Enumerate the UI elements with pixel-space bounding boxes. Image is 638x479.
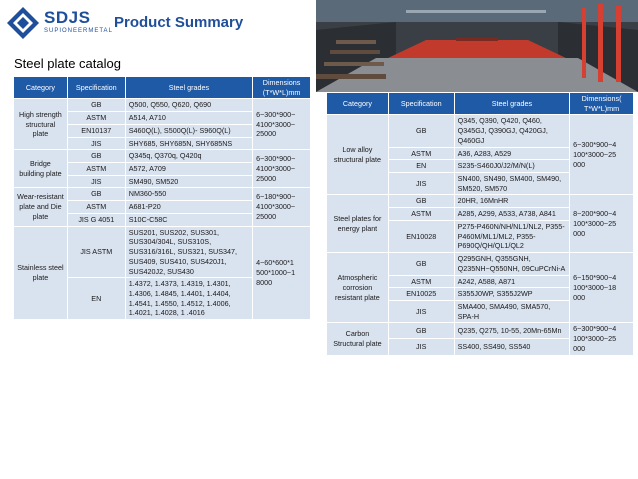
table-header-row [14, 77, 311, 99]
column-header: Steel grades [454, 93, 570, 115]
dimensions-cell: 6~300*900~ 4100*3000~ 25000 [253, 150, 311, 188]
specification-cell: ASTM [388, 275, 454, 288]
steel-grades-cell: SHY685, SHY685N, SHY685NS [125, 137, 252, 150]
brand-subtitle: SUPIONEERMETAL [44, 28, 113, 34]
steel-grades-cell: SS400, SS490, SS540 [454, 339, 570, 355]
dimensions-cell: 4~60*600*1 500*1000~1 8000 [253, 226, 311, 319]
specification-cell: EN [388, 160, 454, 173]
steel-grades-cell: A242, A588, A871 [454, 275, 570, 288]
table-row [327, 253, 634, 275]
specification-cell: EN [67, 278, 125, 320]
steel-grades-cell: SMA400, SMA490, SMA570, SPA-H [454, 300, 570, 322]
category-cell: Stainless steel plate [14, 226, 68, 319]
specification-cell: EN10028 [388, 220, 454, 252]
category-cell: Steel plates for energy plant [327, 195, 389, 253]
steel-warehouse-image-icon [316, 0, 638, 92]
column-header: Dimensions (T*W*L)mm [253, 77, 311, 99]
specification-cell: JIS [67, 175, 125, 188]
right-steel-table [326, 92, 634, 356]
steel-grades-cell: A572, A709 [125, 163, 252, 176]
steel-grades-cell: A285, A299, A533, A738, A841 [454, 208, 570, 221]
steel-grades-cell: SUS201, SUS202, SUS301, SUS304/304L, SUS310S, SUS316/316L, SUS321, SUS347, SUS409, SUS410, SUS420J1, SUS420J2, SUS430 [125, 226, 252, 278]
specification-cell: GB [388, 115, 454, 147]
specification-cell: ASTM [67, 163, 125, 176]
category-cell: High strength structural plate [14, 99, 68, 150]
specification-cell: JIS ASTM [67, 226, 125, 278]
left-steel-table [13, 76, 311, 320]
steel-grades-cell: Q345q, Q370q, Q420q [125, 150, 252, 163]
sdjs-logo-icon [6, 6, 40, 40]
specification-cell: GB [388, 195, 454, 208]
dimensions-cell: 6~150*900~4 100*3000~18 000 [570, 253, 634, 323]
column-header: Specification [67, 77, 125, 99]
specification-cell: ASTM [67, 112, 125, 125]
steel-grades-cell: 1.4372, 1.4373, 1.4319, 1.4301, 1.4306, 1.4845, 1.4401, 1.4404, 1.4541, 1.4550, 1.4512, 1.4006, 1.4021, 1.4028, 1 .4016 [125, 278, 252, 320]
steel-grades-cell: A514, A710 [125, 112, 252, 125]
category-cell: Wear-resistant plate and Die plate [14, 188, 68, 226]
column-header: Steel grades [125, 77, 252, 99]
steel-plates-photo [316, 0, 638, 92]
column-header: Dimensions( T*W*L)mm [570, 93, 634, 115]
steel-grades-cell: S235-S460J0/J2/M/N(L) [454, 160, 570, 173]
category-cell: Carbon Structural plate [327, 323, 389, 355]
dimensions-cell: 6~300*900~4 100*3000~25 000 [570, 115, 634, 195]
column-header: Category [327, 93, 389, 115]
specification-cell: ASTM [67, 201, 125, 214]
specification-cell: GB [67, 188, 125, 201]
specification-cell: JIS [388, 300, 454, 322]
table-row [14, 150, 311, 163]
category-cell: Atmospheric corrosion resistant plate [327, 253, 389, 323]
dimensions-cell: 6~300*900~4 100*3000~25 000 [570, 323, 634, 355]
table-row [14, 99, 311, 112]
column-header: Category [14, 77, 68, 99]
specification-cell: ASTM [388, 147, 454, 160]
steel-grades-cell: S460Q(L), S500Q(L)- S960Q(L) [125, 124, 252, 137]
specification-cell: JIS [388, 173, 454, 195]
specification-cell: GB [388, 323, 454, 339]
specification-cell: GB [67, 99, 125, 112]
brand-name: SDJS [44, 8, 91, 27]
dimensions-cell: 6~180*900~ 4100*3000~ 25000 [253, 188, 311, 226]
category-cell: Bridge building plate [14, 150, 68, 188]
page-title: Product Summary [114, 14, 244, 31]
steel-grades-cell: Q500, Q550, Q620, Q690 [125, 99, 252, 112]
table-row [327, 323, 634, 339]
steel-grades-cell: NM360-550 [125, 188, 252, 201]
steel-grades-cell: SM490, SM520 [125, 175, 252, 188]
category-cell: Low alloy structural plate [327, 115, 389, 195]
specification-cell: JIS [388, 339, 454, 355]
specification-cell: EN10137 [67, 124, 125, 137]
specification-cell: ASTM [388, 208, 454, 221]
specification-cell: GB [67, 150, 125, 163]
steel-grades-cell: A681-P20 [125, 201, 252, 214]
steel-grades-cell: A36, A283, A529 [454, 147, 570, 160]
specification-cell: JIS G 4051 [67, 213, 125, 226]
column-header: Specification [388, 93, 454, 115]
specification-cell: EN10025 [388, 288, 454, 301]
specification-cell: GB [388, 253, 454, 275]
steel-grades-cell: S10C-C58C [125, 213, 252, 226]
catalog-title: Steel plate catalog [14, 56, 121, 71]
steel-grades-cell: Q345, Q390, Q420, Q460, Q345GJ, Q390GJ, Q420GJ, Q460GJ [454, 115, 570, 147]
steel-grades-cell: 20HR, 16MnHR [454, 195, 570, 208]
steel-grades-cell: P275-P460N/NH/NL1/NL2, P355-P460M/ML1/ML2, P355-P690Q/QH/QL1/QL2 [454, 220, 570, 252]
dimensions-cell: 6~300*900~ 4100*3000~ 25000 [253, 99, 311, 150]
steel-grades-cell: Q295GNH, Q355GNH, Q235NH~Q550NH, 09CuPCrNi-A [454, 253, 570, 275]
table-row [327, 195, 634, 208]
steel-grades-cell: Q235, Q275, 10-55, 20Mn-65Mn [454, 323, 570, 339]
dimensions-cell: 8~200*900~4 100*3000~25 000 [570, 195, 634, 253]
specification-cell: JIS [67, 137, 125, 150]
table-header-row [327, 93, 634, 115]
steel-grades-cell: S355J0WP, S355J2WP [454, 288, 570, 301]
table-row [14, 188, 311, 201]
table-row [14, 226, 311, 278]
steel-grades-cell: SN400, SN490, SM400, SM490, SM520, SM570 [454, 173, 570, 195]
table-row [327, 115, 634, 147]
